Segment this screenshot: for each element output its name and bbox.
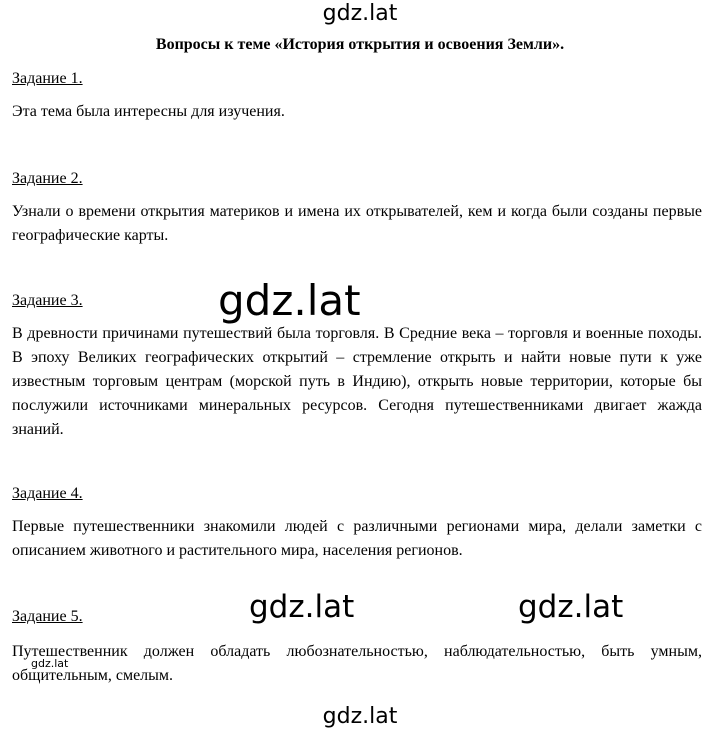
task-2-label: Задание 2. bbox=[12, 170, 83, 187]
watermark-middle: gdz.lat bbox=[218, 276, 361, 325]
task-2-text: Узнали о времени открытия материков и имена их открывателей, кем и когда были созданы первые географические карты. bbox=[12, 203, 702, 244]
watermark-right-2: gdz.lat bbox=[518, 589, 624, 625]
watermark-small: gdz.lat bbox=[31, 657, 69, 670]
task-4-label: Задание 4. bbox=[12, 485, 83, 502]
task-5-label: Задание 5. bbox=[12, 608, 83, 625]
watermark-bottom: gdz.lat bbox=[322, 704, 398, 729]
task-1-text: Эта тема была интересны для изучения. bbox=[12, 103, 285, 120]
watermark-top: gdz.lat bbox=[322, 1, 398, 26]
task-3-label: Задание 3. bbox=[12, 292, 83, 309]
task-5-text: Путешественник должен обладать любознательностью, наблюдательностью, быть умным, общительным, смелым. bbox=[12, 643, 702, 684]
document-title: Вопросы к теме «История открытия и освоения Земли». bbox=[155, 36, 565, 53]
task-4-text: Первые путешественники знакомили людей с различными регионами мира, делали заметки с описанием животного и растительного мира, населения регионов. bbox=[12, 518, 702, 559]
task-3-text: В древности причинами путешествий была торговля. В Средние века – торговля и военные походы. В эпоху Великих географических открытий – стремление открыть и найти новые пути к уже известным торговым центрам (морской путь в Индию), открыть новые территории, которые бы послужили источниками минеральных ресурсов. Сегодня путешественниками двигает жажда знаний. bbox=[12, 325, 702, 438]
task-1-label: Задание 1. bbox=[12, 70, 83, 87]
watermark-right-1: gdz.lat bbox=[249, 589, 355, 625]
